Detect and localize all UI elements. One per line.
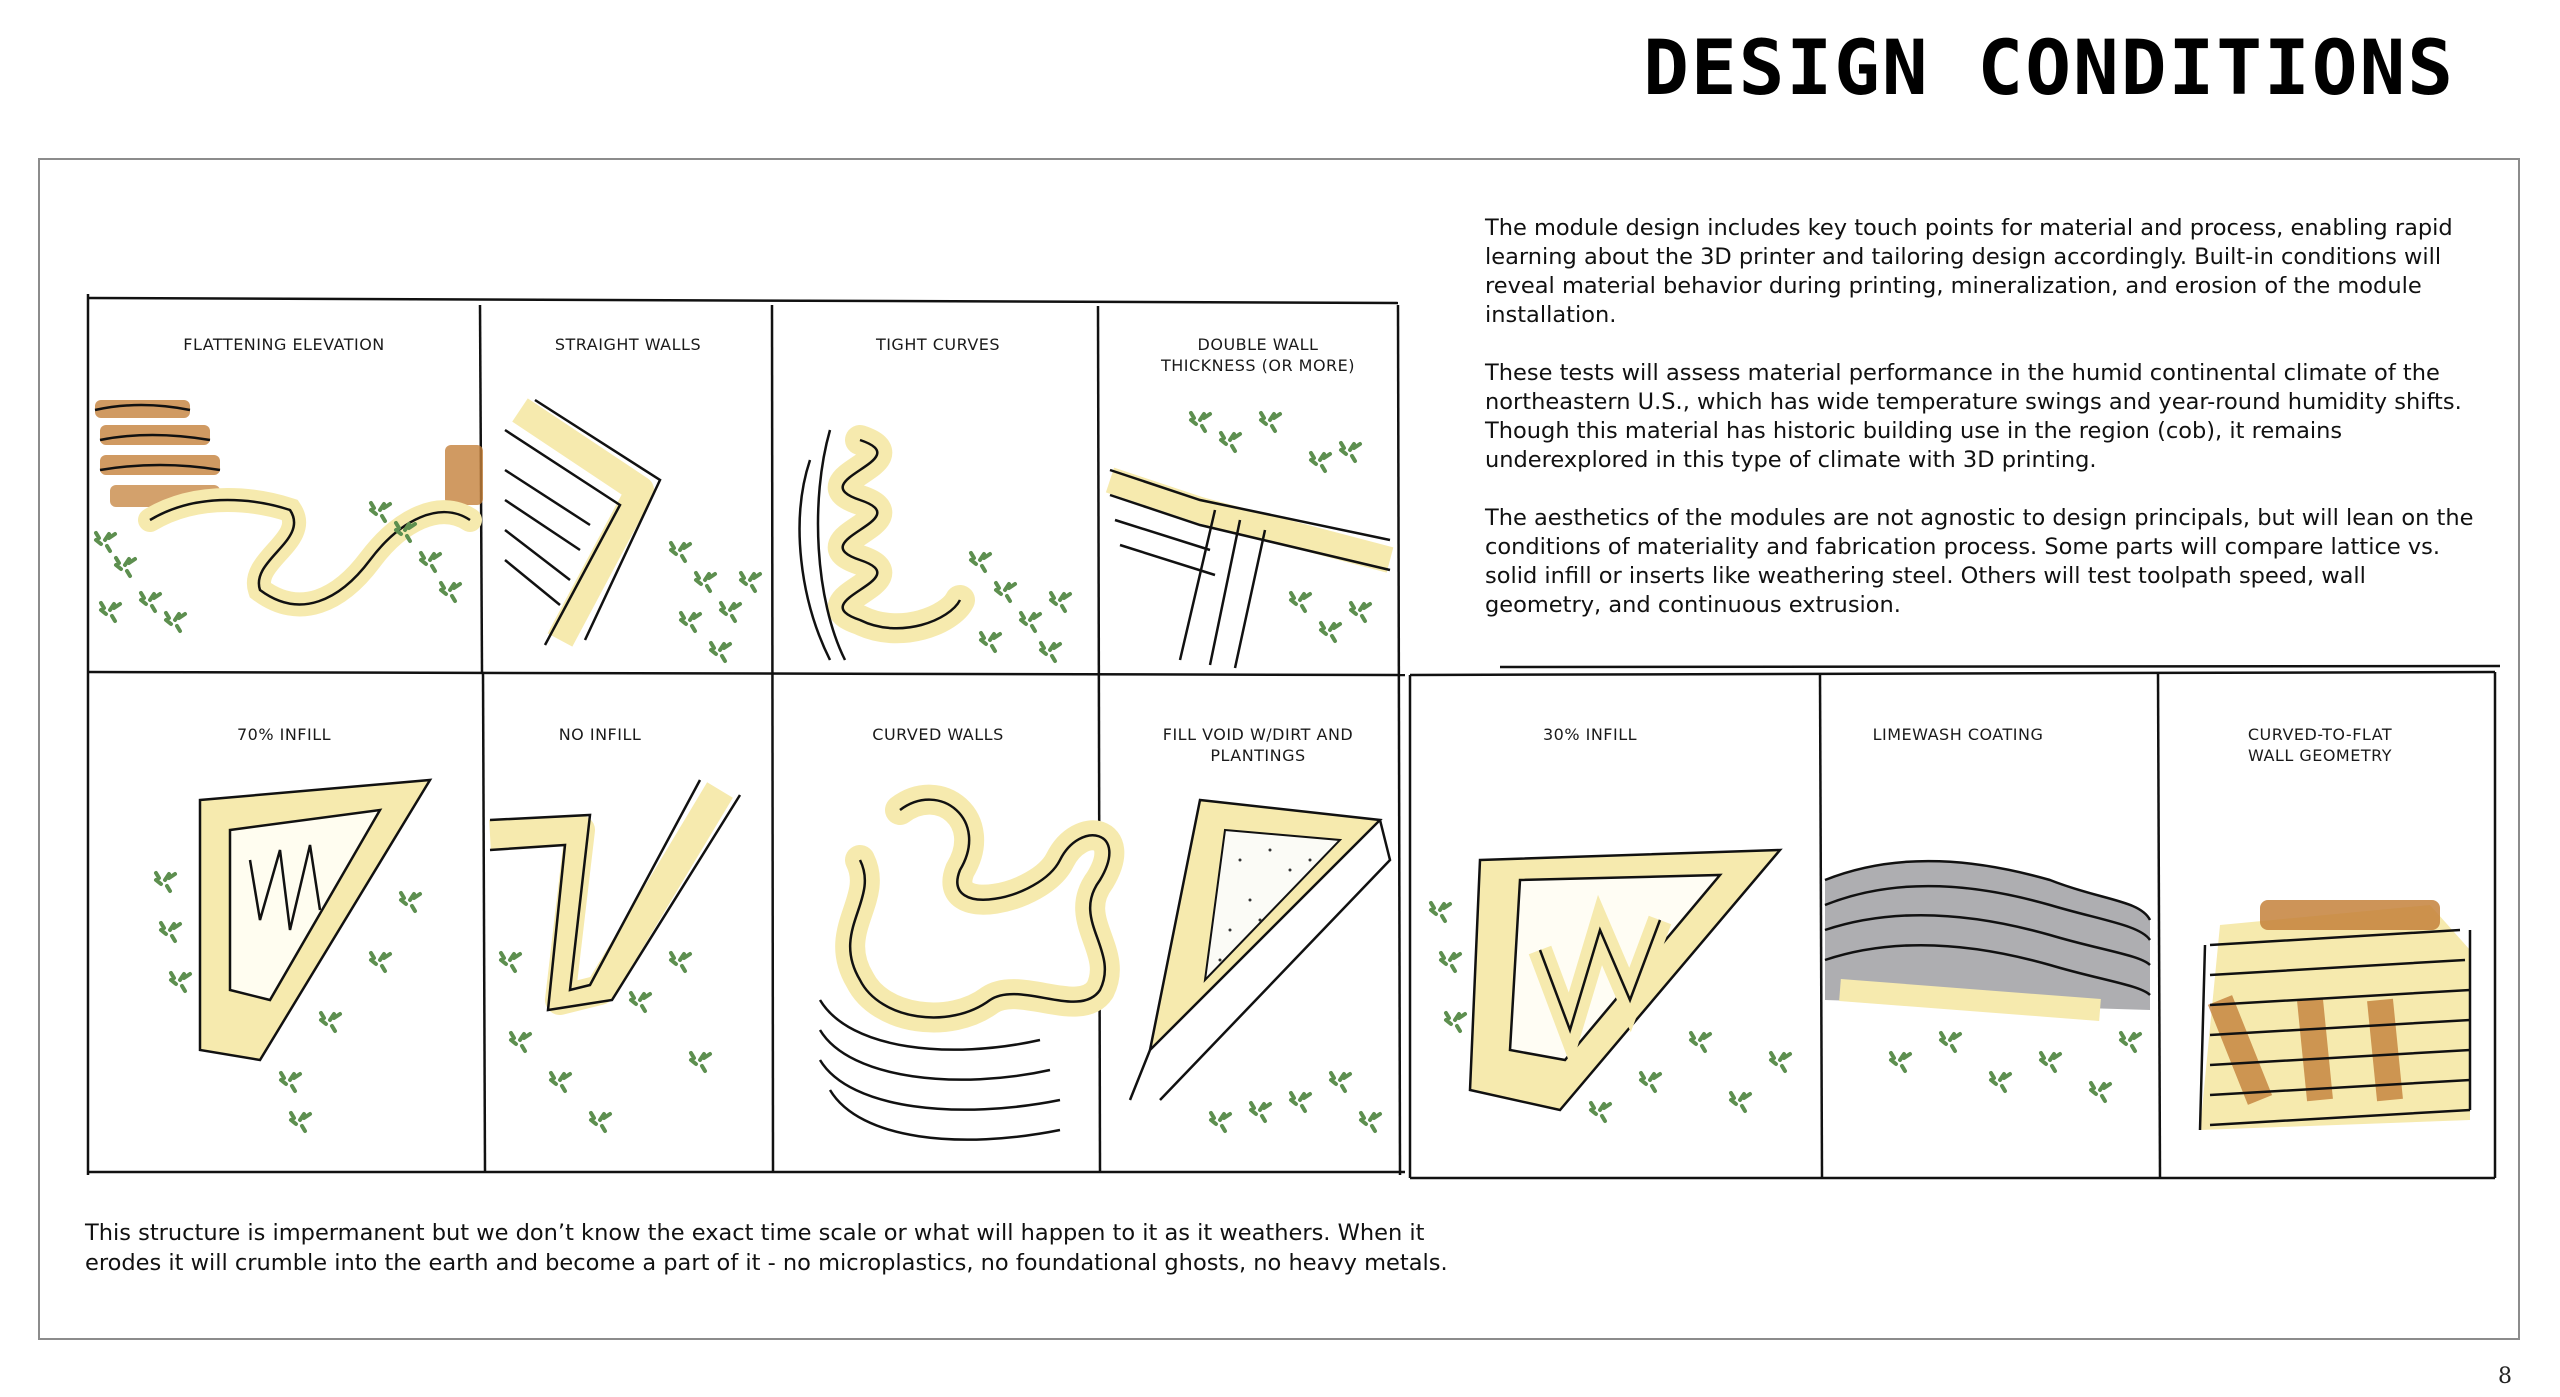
intro-text xyxy=(1485,214,2475,649)
panel-label-curved-walls: CURVED WALLS xyxy=(872,725,1004,744)
intro-paragraph: The module design includes key touch points for material and process, enabling rapid learning about the 3D printer and tailoring design accordingly. Built-in conditions will reveal material behavior during printing, mineralization, and erosion of the module installation. xyxy=(1485,215,2453,328)
panel-label-double-wall: THICKNESS (OR MORE) xyxy=(1160,356,1356,375)
panel-label-no-infill: NO INFILL xyxy=(558,725,642,744)
page-title: DESIGN CONDITIONS xyxy=(1643,23,2455,112)
intro-paragraph: These tests will assess material performance in the humid continental climate of the northeastern U.S., which has wide temperature swings and year-round humidity shifts. Though this material has historic building use in the region (cob), it remains underexplored in this type of climate with 3D printing. xyxy=(1485,360,2462,473)
panel-label-fill-void: PLANTINGS xyxy=(1210,746,1306,765)
panel-label-limewash: LIMEWASH COATING xyxy=(1872,725,2044,744)
intro-paragraph: The aesthetics of the modules are not agnostic to design principals, but will lean on the conditions of materiality and fabrication process. Some parts will compare lattice vs. solid infill or inserts like weathering steel. Others will test toolpath speed, wall geometry, and continuous extrusion. xyxy=(1485,505,2474,618)
panel-label-straight-walls: STRAIGHT WALLS xyxy=(554,335,702,354)
panel-label-curved-to-flat: WALL GEOMETRY xyxy=(2248,746,2392,765)
panel-label-70-infill: 70% INFILL xyxy=(236,725,332,744)
panel-label-30-infill: 30% INFILL xyxy=(1542,725,1638,744)
page-number: 8 xyxy=(2498,1364,2512,1389)
caption-text: This structure is impermanent but we don’t know the exact time scale or what will happen to it as it weathers. When it erodes it will crumble into the earth and become a part of it - no microplastics, no foundational ghosts, no heavy metals. xyxy=(85,1220,1448,1276)
panel-label-curved-to-flat: CURVED-TO-FLAT xyxy=(2247,725,2393,744)
panel-label-double-wall: DOUBLE WALL xyxy=(1197,335,1319,354)
panel-label-fill-void: FILL VOID W/DIRT AND xyxy=(1162,725,1354,744)
panel-label-tight-curves: TIGHT CURVES xyxy=(875,335,1001,354)
panel-label-flattening-elevation: FLATTENING ELEVATION xyxy=(183,335,385,354)
